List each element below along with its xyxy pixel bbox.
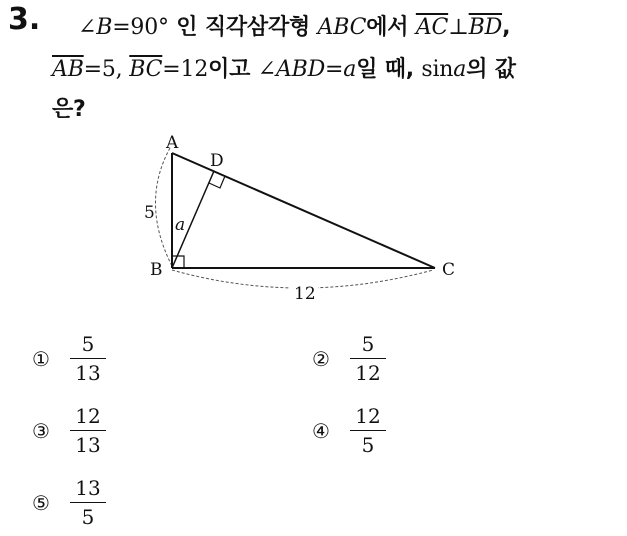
choice-3[interactable] (32, 404, 106, 457)
fraction (350, 404, 386, 457)
question-text: 인 직각삼각형 (168, 15, 318, 40)
angle-symbol: ∠ (78, 15, 97, 40)
question-line-2 (52, 52, 516, 83)
question-text: , (502, 15, 511, 40)
question-line-3: 은? (52, 97, 86, 122)
arc-AB (155, 148, 172, 266)
fraction (70, 404, 106, 457)
side-BC-length: 12 (294, 284, 316, 304)
math-text: ABC (317, 15, 367, 40)
segment-AC: $\overline{AC}$ (415, 15, 449, 40)
choice-marker: ③ (32, 418, 50, 443)
numerator: 13 (70, 476, 106, 503)
question-text: 의 값 (466, 57, 516, 82)
question-line-1 (78, 10, 510, 41)
math-text: sin (421, 57, 454, 82)
math-text: =90° (112, 15, 169, 40)
fraction (70, 476, 106, 529)
denominator: 13 (75, 361, 101, 385)
choice-2[interactable] (312, 332, 386, 385)
math-text: ABD (275, 57, 326, 82)
numerator: 5 (70, 332, 106, 359)
numerator: 5 (350, 332, 386, 359)
choice-marker: ⑤ (32, 490, 50, 515)
triangle-figure (130, 128, 470, 308)
math-text: a (453, 57, 467, 82)
perpendicular-symbol: ⊥ (448, 15, 469, 40)
math-text: =12 (162, 57, 209, 82)
side-AB-length: 5 (144, 203, 155, 223)
math-text: =5, (83, 57, 130, 82)
choice-marker: ② (312, 346, 330, 371)
question-text: 에서 (366, 15, 416, 40)
numerator: 12 (350, 404, 386, 431)
segment-AB: $\overline{AB}$ (52, 57, 84, 82)
question-number: 3. (8, 2, 41, 37)
vertex-A-label: A (166, 133, 179, 153)
math-text: = (325, 57, 344, 82)
choice-marker: ④ (312, 418, 330, 443)
denominator: 5 (361, 433, 375, 457)
question-text: 이고 (208, 57, 258, 82)
vertex-D-label: D (210, 151, 224, 171)
fraction (350, 332, 386, 385)
fraction (70, 332, 106, 385)
choice-1[interactable] (32, 332, 106, 385)
segment-BD: $\overline{BD}$ (468, 15, 503, 40)
question-text: 일 때, (356, 57, 422, 82)
choice-marker: ① (32, 346, 50, 371)
math-text: B (96, 15, 113, 40)
denominator: 5 (81, 505, 95, 529)
choice-4[interactable] (312, 404, 386, 457)
choice-5[interactable] (32, 476, 106, 529)
vertex-B-label: B (150, 260, 163, 280)
angle-symbol: ∠ (257, 57, 276, 82)
segment-BC: $\overline{BC}$ (129, 57, 163, 82)
denominator: 13 (75, 433, 101, 457)
denominator: 12 (355, 361, 381, 385)
vertex-C-label: C (442, 260, 456, 280)
math-text: a (343, 57, 357, 82)
angle-a-label: a (175, 215, 186, 235)
numerator: 12 (70, 404, 106, 431)
